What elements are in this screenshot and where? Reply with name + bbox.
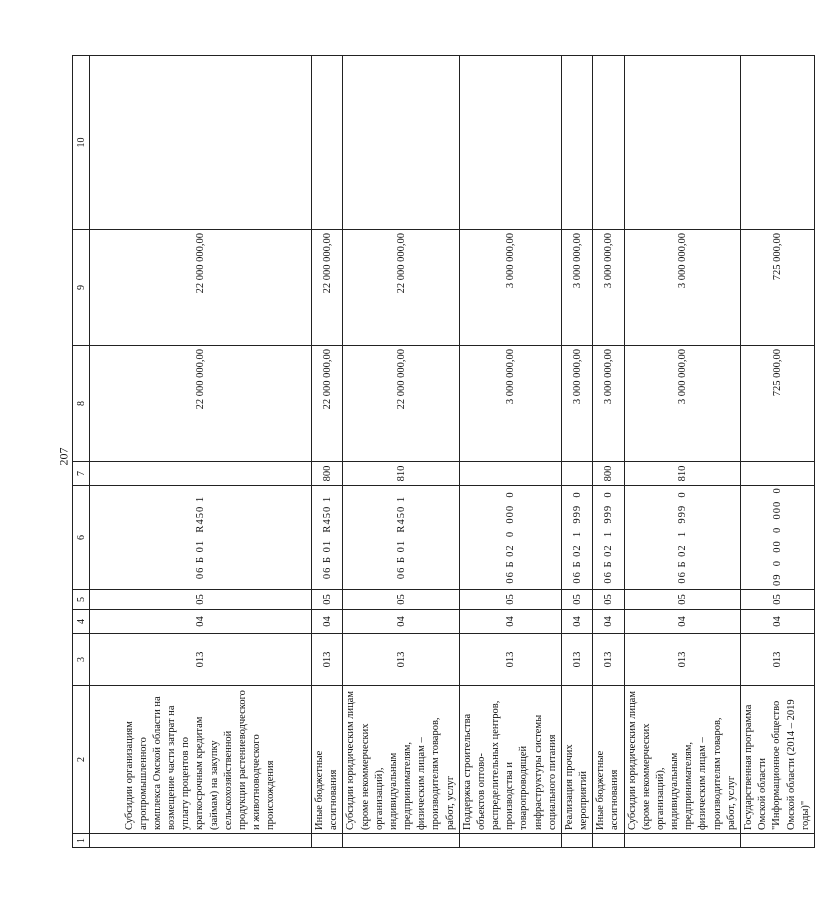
header-cell: 3 <box>73 634 90 686</box>
table-row <box>312 56 343 848</box>
amount-cell <box>740 56 814 230</box>
amount-cell <box>593 56 624 230</box>
amount-cell: 22 000 000,00 <box>90 346 312 462</box>
table-row <box>459 56 561 848</box>
section-cell: 04 <box>561 610 592 634</box>
expense-type-cell <box>459 462 561 486</box>
header-cell: 4 <box>73 610 90 634</box>
table-row <box>90 56 312 848</box>
subsection-cell: 05 <box>312 590 343 610</box>
amount-cell: 3 000 000,00 <box>561 346 592 462</box>
amount-cell: 22 000 000,00 <box>312 230 343 346</box>
amount-cell: 22 000 000,00 <box>343 230 459 346</box>
section-cell: 04 <box>624 610 740 634</box>
subsection-cell: 05 <box>561 590 592 610</box>
table-row <box>740 56 814 848</box>
empty-cell <box>593 834 624 848</box>
subsection-cell: 05 <box>459 590 561 610</box>
amount-cell: 22 000 000,00 <box>343 346 459 462</box>
amount-cell <box>624 56 740 230</box>
amount-cell: 3 000 000,00 <box>593 346 624 462</box>
amount-cell <box>459 56 561 230</box>
amount-cell: 22 000 000,00 <box>90 230 312 346</box>
subsection-cell: 05 <box>624 590 740 610</box>
description-cell: Поддержка строительства объектов оптово-распределительных центров, производства и товаропроводящей инфраструктуры системы социального питания <box>459 686 561 834</box>
expense-type-cell: 800 <box>312 462 343 486</box>
empty-cell <box>90 834 312 848</box>
target-article-cell: 06 Б 02 1 999 0 <box>624 486 740 590</box>
empty-cell <box>312 834 343 848</box>
expense-type-cell: 800 <box>593 462 624 486</box>
code-cell: 013 <box>343 634 459 686</box>
empty-cell <box>561 834 592 848</box>
code-cell: 013 <box>312 634 343 686</box>
amount-cell: 22 000 000,00 <box>312 346 343 462</box>
budget-table <box>72 55 815 848</box>
header-cell: 1 <box>73 834 90 848</box>
description-cell: Субсидии юридическим лицам (кроме некоммерческих организаций), индивидуальным предпринимателям, физическим лицам – производителям товаров, работ, услуг <box>624 686 740 834</box>
amount-cell: 3 000 000,00 <box>459 346 561 462</box>
target-article-cell: 09 0 00 0 000 0 <box>740 486 814 590</box>
amount-cell: 3 000 000,00 <box>459 230 561 346</box>
amount-cell <box>90 56 312 230</box>
section-cell: 04 <box>312 610 343 634</box>
header-cell: 10 <box>73 56 90 230</box>
target-article-cell: 06 Б 02 1 999 0 <box>561 486 592 590</box>
empty-cell <box>459 834 561 848</box>
target-article-cell: 06 Б 01 R450 1 <box>90 486 312 590</box>
amount-cell: 3 000 000,00 <box>624 230 740 346</box>
subsection-cell: 05 <box>90 590 312 610</box>
expense-type-cell <box>561 462 592 486</box>
code-cell: 013 <box>740 634 814 686</box>
target-article-cell: 06 Б 02 0 000 0 <box>459 486 561 590</box>
empty-cell <box>740 834 814 848</box>
page-number: 207 <box>56 447 71 466</box>
section-cell: 04 <box>593 610 624 634</box>
target-article-cell: 06 Б 01 R450 1 <box>343 486 459 590</box>
code-cell: 013 <box>90 634 312 686</box>
empty-cell <box>624 834 740 848</box>
amount-cell <box>343 56 459 230</box>
header-cell: 8 <box>73 346 90 462</box>
code-cell: 013 <box>593 634 624 686</box>
expense-type-cell <box>740 462 814 486</box>
expense-type-cell: 810 <box>343 462 459 486</box>
header-cell: 6 <box>73 486 90 590</box>
amount-cell: 3 000 000,00 <box>624 346 740 462</box>
section-cell: 04 <box>740 610 814 634</box>
description-cell: Реализация прочих мероприятий <box>561 686 592 834</box>
header-cell: 9 <box>73 230 90 346</box>
subsection-cell: 05 <box>593 590 624 610</box>
amount-cell: 3 000 000,00 <box>593 230 624 346</box>
section-cell: 04 <box>90 610 312 634</box>
amount-cell <box>561 56 592 230</box>
table-row <box>343 56 459 848</box>
description-cell: Иные бюджетные ассигнования <box>312 686 343 834</box>
rotated-table-wrapper <box>72 56 811 848</box>
header-cell: 7 <box>73 462 90 486</box>
subsection-cell: 05 <box>343 590 459 610</box>
amount-cell <box>312 56 343 230</box>
section-cell: 04 <box>459 610 561 634</box>
header-cell: 2 <box>73 686 90 834</box>
description-cell: Субсидии юридическим лицам (кроме некоммерческих организаций), индивидуальным предпринимателям, физическим лицам – производителям товаров, работ, услуг <box>343 686 459 834</box>
description-cell: Государственная программа Омской области "Информационное общество Омской области (2014 – 2019 годы)" <box>740 686 814 834</box>
subsection-cell: 05 <box>740 590 814 610</box>
target-article-cell: 06 Б 02 1 999 0 <box>593 486 624 590</box>
table-header-row <box>73 56 90 848</box>
amount-cell: 3 000 000,00 <box>561 230 592 346</box>
amount-cell: 725 000,00 <box>740 346 814 462</box>
header-cell: 5 <box>73 590 90 610</box>
code-cell: 013 <box>624 634 740 686</box>
target-article-cell: 06 Б 01 R450 1 <box>312 486 343 590</box>
expense-type-cell <box>90 462 312 486</box>
description-cell: Иные бюджетные ассигнования <box>593 686 624 834</box>
code-cell: 013 <box>459 634 561 686</box>
table-row <box>561 56 592 848</box>
code-cell: 013 <box>561 634 592 686</box>
table-row <box>624 56 740 848</box>
amount-cell: 725 000,00 <box>740 230 814 346</box>
table-row <box>593 56 624 848</box>
expense-type-cell: 810 <box>624 462 740 486</box>
description-cell: Субсидии организациям агропромышленного комплекса Омской области на возмещение части затрат на уплату процентов по краткосрочным кредитам (займам) на закупку сельскохозяйственной продукции растениеводческого и животноводческого происхождения <box>90 686 312 834</box>
section-cell: 04 <box>343 610 459 634</box>
empty-cell <box>343 834 459 848</box>
